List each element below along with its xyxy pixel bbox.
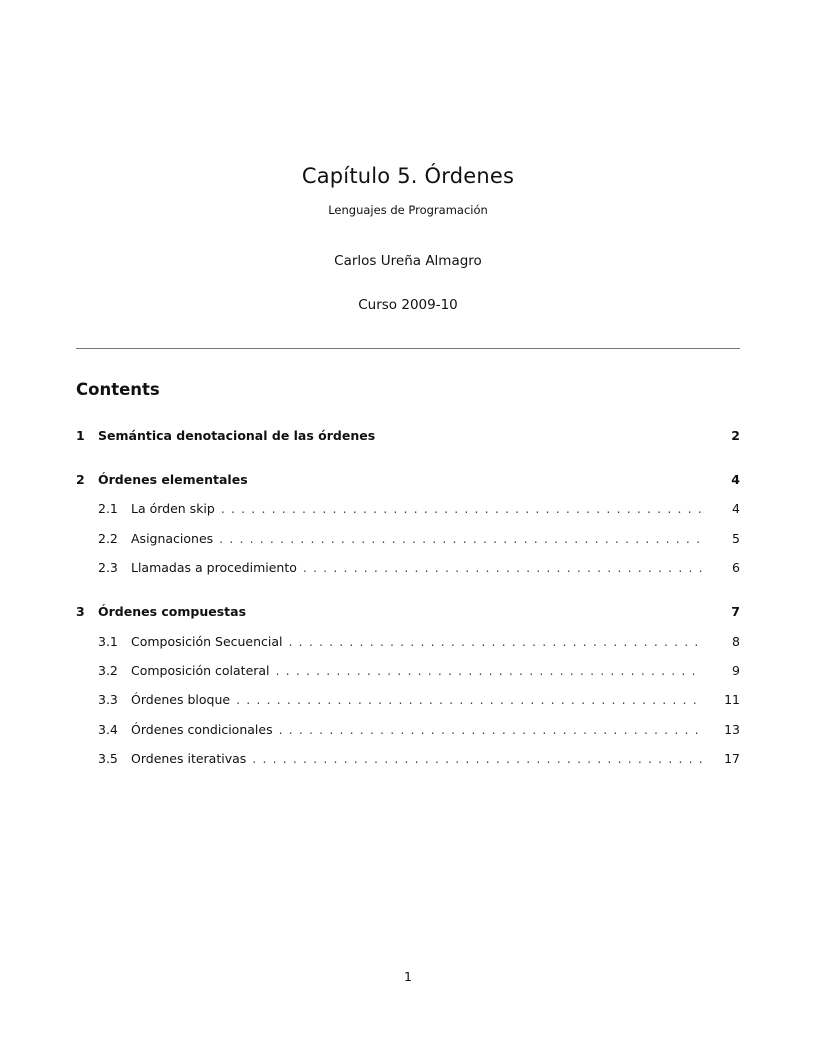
toc-page-number: 7 — [731, 604, 740, 619]
toc-label: Semántica denotacional de las órdenes — [98, 428, 376, 443]
toc-label: Llamadas a procedimiento — [131, 560, 297, 575]
toc-entry-subsection[interactable] — [76, 722, 740, 742]
contents-heading: Contents — [76, 380, 160, 399]
toc-entry-section[interactable] — [76, 472, 740, 492]
toc-number: 3 — [76, 604, 85, 619]
toc-number: 1 — [76, 428, 85, 443]
toc-entry-subsection[interactable] — [76, 663, 740, 683]
toc-leader-dots — [219, 531, 702, 546]
toc-page-number: 4 — [731, 472, 740, 487]
toc-number: 3.4 — [98, 722, 118, 737]
toc-label: Ordenes iterativas — [131, 751, 247, 766]
toc-number: 2.2 — [98, 531, 118, 546]
document-date: Curso 2009-10 — [358, 297, 458, 313]
horizontal-rule — [76, 348, 740, 349]
toc-number: 3.1 — [98, 634, 118, 649]
toc-entry-subsection[interactable] — [76, 634, 740, 654]
toc-label: Órdenes compuestas — [98, 604, 247, 619]
toc-label: Asignaciones — [131, 531, 214, 546]
toc-page-number: 4 — [732, 501, 740, 516]
toc-page-number: 6 — [732, 560, 740, 575]
toc-number: 2.1 — [98, 501, 118, 516]
toc-page-number: 9 — [732, 663, 740, 678]
toc-label: La órden skip — [131, 501, 215, 516]
toc-label: Composición Secuencial — [131, 634, 283, 649]
toc-leader-dots — [236, 692, 702, 707]
toc-page-number: 5 — [732, 531, 740, 546]
toc-leader-dots — [279, 722, 702, 737]
toc-page-number: 8 — [732, 634, 740, 649]
document-title: Capítulo 5. Órdenes — [301, 164, 515, 188]
toc-leader-dots — [221, 501, 702, 516]
toc-entry-section[interactable] — [76, 428, 740, 448]
toc-number: 3.5 — [98, 751, 118, 766]
toc-page-number: 13 — [724, 722, 740, 737]
toc-number: 2.3 — [98, 560, 118, 575]
toc-label: Órdenes bloque — [131, 692, 231, 707]
toc-entry-subsection[interactable] — [76, 531, 740, 551]
toc-number: 3.2 — [98, 663, 118, 678]
toc-entry-subsection[interactable] — [76, 560, 740, 580]
toc-leader-dots — [276, 663, 702, 678]
page-number: 1 — [404, 969, 412, 984]
toc-page-number: 17 — [724, 751, 740, 766]
toc-label: Composición colateral — [131, 663, 270, 678]
toc-entry-subsection[interactable] — [76, 751, 740, 771]
toc-label: Órdenes elementales — [98, 472, 248, 487]
toc-page-number: 11 — [724, 692, 740, 707]
document-author: Carlos Ureña Almagro — [334, 253, 482, 269]
toc-entry-subsection[interactable] — [76, 501, 740, 521]
toc-number: 2 — [76, 472, 85, 487]
toc-leader-dots — [303, 560, 702, 575]
document-subtitle: Lenguajes de Programación — [328, 203, 488, 217]
toc-leader-dots — [252, 751, 702, 766]
toc-entry-section[interactable] — [76, 604, 740, 624]
toc-page-number: 2 — [731, 428, 740, 443]
toc-leader-dots — [289, 634, 702, 649]
toc-label: Órdenes condicionales — [131, 722, 273, 737]
toc-entry-subsection[interactable] — [76, 692, 740, 712]
toc-number: 3.3 — [98, 692, 118, 707]
